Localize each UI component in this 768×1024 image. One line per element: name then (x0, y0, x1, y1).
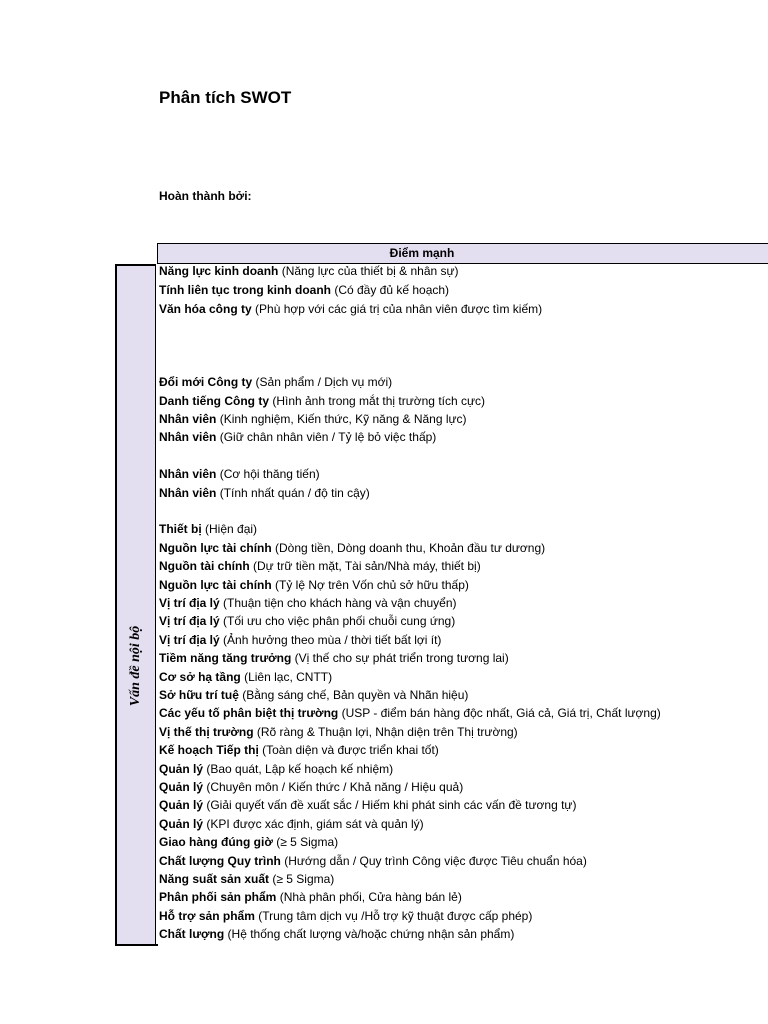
table-row (159, 559, 481, 574)
row-detail: (Sản phẩm / Dịch vụ mới) (252, 375, 393, 389)
table-row (159, 541, 545, 556)
row-title: Vị trí địa lý (159, 614, 220, 628)
row-detail: (Phù hợp với các giá trị của nhân viên được tìm kiếm) (251, 302, 543, 316)
table-row (159, 633, 441, 648)
table-row (159, 872, 334, 887)
row-title: Nguồn tài chính (159, 559, 250, 573)
table-row (159, 596, 457, 611)
table-row (159, 780, 463, 795)
row-detail: (≥ 5 Sigma) (269, 872, 335, 886)
table-row (159, 394, 485, 409)
row-detail: (Bao quát, Lập kế hoạch kế nhiệm) (203, 762, 394, 776)
internal-issues-column (115, 264, 156, 946)
row-title: Thiết bị (159, 522, 202, 536)
row-title: Các yếu tố phân biệt thị trường (159, 706, 339, 720)
row-title: Nhân viên (159, 430, 217, 444)
table-row (159, 264, 459, 279)
row-detail: (Giữ chân nhân viên / Tỷ lệ bỏ việc thấp) (216, 430, 437, 444)
row-detail: (Tối ưu cho việc phân phối chuỗi cung ứng) (219, 614, 456, 628)
row-detail: (Hình ảnh trong mắt thị trường tích cực) (269, 394, 486, 408)
row-detail: (Bằng sáng chế, Bản quyền và Nhãn hiệu) (238, 688, 469, 702)
row-title: Quản lý (159, 762, 204, 776)
table-row (159, 927, 514, 942)
row-detail: (Rõ ràng & Thuận lợi, Nhận diện trên Thị trường) (253, 725, 518, 739)
row-title: Vị thế thị trường (159, 725, 254, 739)
table-row (159, 854, 587, 869)
row-detail: (Năng lực của thiết bị & nhân sự) (278, 264, 459, 278)
table-row (159, 522, 257, 537)
table-row (159, 412, 467, 427)
row-title: Năng suất sản xuất (159, 872, 270, 886)
row-title: Nguồn lực tài chính (159, 578, 272, 592)
row-detail: (Cơ hội thăng tiến) (216, 467, 320, 481)
row-title: Giao hàng đúng giờ (159, 835, 273, 849)
row-detail: (KPI được xác định, giám sát và quản lý) (203, 817, 424, 831)
row-title: Năng lực kinh doanh (159, 264, 279, 278)
table-row (159, 890, 462, 905)
table-row (159, 651, 509, 666)
row-title: Tiềm năng tăng trưởng (159, 651, 292, 665)
row-detail: (Dự trữ tiền mặt, Tài sản/Nhà máy, thiết bị) (249, 559, 481, 573)
row-detail: (Ảnh hưởng theo mùa / thời tiết bất lợi ít) (219, 633, 442, 647)
row-title: Nhân viên (159, 486, 217, 500)
row-detail: (Toàn diện và được triển khai tốt) (258, 743, 439, 757)
row-title: Nhân viên (159, 412, 217, 426)
page-title: Phân tích SWOT (159, 88, 292, 107)
table-row (159, 578, 469, 593)
row-title: Cơ sở hạ tầng (159, 670, 241, 684)
internal-issues-label: Vấn đề nội bộ (128, 625, 143, 707)
table-row (159, 725, 518, 740)
row-detail: (Kinh nghiệm, Kiến thức, Kỹ năng & Năng lực) (216, 412, 467, 426)
strengths-header (157, 243, 768, 264)
completed-by-label: Hoàn thành bởi: (159, 189, 252, 203)
strengths-header-label: Điểm mạnh (389, 246, 455, 260)
row-title: Phân phối sản phẩm (159, 890, 277, 904)
table-row (159, 670, 332, 685)
row-title: Hỗ trợ sản phẩm (159, 909, 255, 923)
row-detail: (Hệ thống chất lượng và/hoặc chứng nhận sản phẩm) (224, 927, 515, 941)
table-row (159, 486, 370, 501)
table-row (159, 375, 392, 390)
row-title: Chất lượng Quy trình (159, 854, 281, 868)
row-title: Đổi mới Công ty (159, 375, 253, 389)
row-detail: (Hiện đại) (201, 522, 258, 536)
row-detail: (Tỷ lệ Nợ trên Vốn chủ sở hữu thấp) (271, 578, 469, 592)
table-row (159, 798, 576, 813)
row-title: Văn hóa công ty (159, 302, 252, 316)
row-title: Nhân viên (159, 467, 217, 481)
side-column-bottom-border (115, 944, 158, 946)
table-row (159, 688, 468, 703)
row-title: Quản lý (159, 817, 204, 831)
row-detail: (Tính nhất quán / độ tin cậy) (216, 486, 370, 500)
row-title: Chất lượng (159, 927, 225, 941)
row-title: Quản lý (159, 798, 204, 812)
row-detail: (Liên lạc, CNTT) (240, 670, 333, 684)
row-title: Vị trí địa lý (159, 633, 220, 647)
row-detail: (Trung tâm dịch vụ /Hỗ trợ kỹ thuật được cấp phép) (254, 909, 533, 923)
row-title: Kế hoạch Tiếp thị (159, 743, 259, 757)
row-title: Quản lý (159, 780, 204, 794)
table-row (159, 835, 338, 850)
table-row (159, 614, 455, 629)
table-row (159, 706, 661, 721)
row-detail: (Nhà phân phối, Cửa hàng bán lẻ) (276, 890, 462, 904)
row-detail: (≥ 5 Sigma) (272, 835, 339, 849)
table-row (159, 909, 532, 924)
table-row (159, 302, 542, 317)
row-detail: (Có đầy đủ kế hoạch) (330, 283, 450, 297)
table-row (159, 283, 449, 298)
row-detail: (Vị thế cho sự phát triển trong tương lai) (291, 651, 509, 665)
table-row (159, 430, 436, 445)
row-detail: (Chuyên môn / Kiến thức / Khả năng / Hiệu quả) (203, 780, 464, 794)
row-detail: (Hướng dẫn / Quy trình Công việc được Tiêu chuẩn hóa) (280, 854, 587, 868)
table-row (159, 743, 439, 758)
row-title: Tính liên tục trong kinh doanh (159, 283, 331, 297)
row-title: Nguồn lực tài chính (159, 541, 272, 555)
table-row (159, 467, 320, 482)
row-title: Vị trí địa lý (159, 596, 220, 610)
table-row (159, 762, 393, 777)
row-detail: (Giải quyết vấn đề xuất sắc / Hiếm khi phát sinh các vấn đề tương tự) (203, 798, 577, 812)
row-detail: (Thuận tiện cho khách hàng và vận chuyển) (219, 596, 457, 610)
row-title: Sở hữu trí tuệ (159, 688, 239, 702)
row-detail: (Dòng tiền, Dòng doanh thu, Khoản đầu tư dương) (271, 541, 546, 555)
table-row (159, 817, 424, 832)
row-detail: (USP - điểm bán hàng độc nhất, Giá cả, Giá trị, Chất lượng) (338, 706, 661, 720)
row-title: Danh tiếng Công ty (159, 394, 269, 408)
